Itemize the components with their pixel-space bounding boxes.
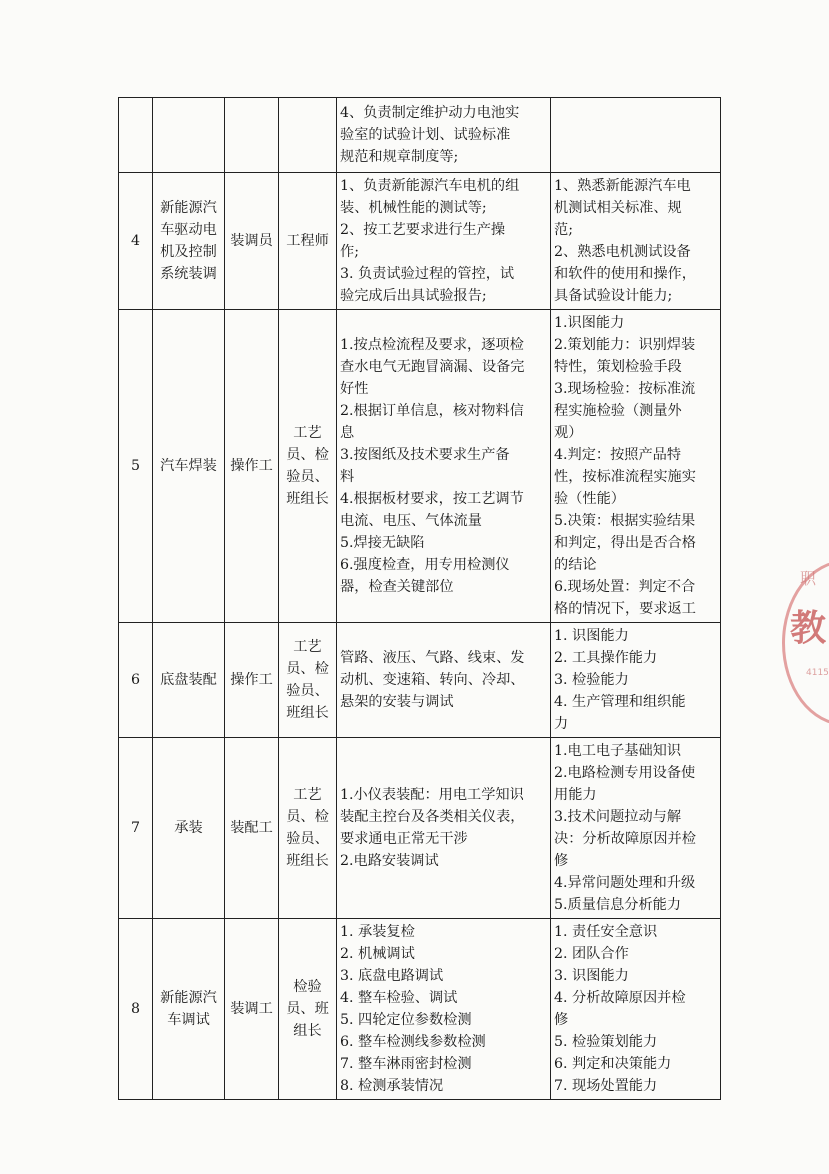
abilities-cell-line: 4. 分析故障原因并检 [554,990,686,1006]
abilities-cell-line: 3. 识图能力 [554,968,629,984]
row-number-cell: 4 [119,173,153,310]
abilities-cell [551,98,721,173]
duties-cell-line: 6. 整车检测线参数检测 [340,1034,486,1050]
job-level-cell: 工艺员、检验员、班组长 [279,738,337,919]
table-row [119,98,721,173]
job-level-cell: 工程师 [279,173,337,310]
abilities-cell-line: 验（性能） [554,491,625,507]
abilities-cell-line: 范; [554,222,573,238]
table-row [119,173,721,310]
duties-cell-line: 查水电气无跑冒滴漏、设备完 [340,359,525,375]
abilities-cell-line: 性，按标准流程实施实 [554,469,696,485]
job-name-cell: 承装 [153,738,225,919]
duties-cell-line: 5.焊接无缺陷 [340,535,425,551]
duties-cell-line: 4、负责制定维护动力电池实 [340,105,520,121]
job-type-cell: 装调员 [225,173,279,310]
duties-cell-line: 6.强度检查，用专用检测仪 [340,557,510,573]
duties-cell-line: 电流、电压、气体流量 [340,513,482,529]
abilities-cell-line: 7. 现场处置能力 [554,1078,658,1094]
duties-cell-line: 作; [340,244,359,260]
duties-cell-line: 4.根据板材要求，按工艺调节 [340,491,524,507]
duties-cell-line: 3.按图纸及技术要求生产备 [340,447,510,463]
row-number-cell [119,98,153,173]
abilities-cell-line: 程实施检验（测量外 [554,403,682,419]
duties-cell-line: 2. 机械调试 [340,946,415,962]
duties-cell-line: 2.电路安装调试 [340,853,439,869]
abilities-cell-line: 特性，策划检验手段 [554,359,682,375]
abilities-cell-line: 5.质量信息分析能力 [554,897,682,913]
job-level-cell: 检验员、班组长 [279,919,337,1100]
seal-text-top: 职 [800,569,817,588]
abilities-cell-line: 具备试验设计能力; [554,288,673,304]
duties-cell [337,173,551,310]
abilities-cell-line: 和判定，得出是否合格 [554,535,696,551]
duties-cell-line: 动机、变速箱、转向、冷却、 [340,672,525,688]
job-level-cell: 工艺员、检验员、班组长 [279,623,337,738]
abilities-cell-line: 2. 团队合作 [554,946,629,962]
duties-cell-line: 2、按工艺要求进行生产操 [340,222,506,238]
duties-cell-line: 3. 底盘电路调试 [340,968,444,984]
duties-cell [337,919,551,1100]
job-table-body [119,98,721,1100]
duties-cell-line: 装、机械性能的测试等; [340,200,487,216]
row-number-cell: 7 [119,738,153,919]
abilities-cell-line: 1.识图能力 [554,315,625,331]
duties-cell-line: 验完成后出具试验报告; [340,288,487,304]
abilities-cell-line: 5. 检验策划能力 [554,1034,658,1050]
duties-cell-line: 1. 承装复检 [340,924,415,940]
abilities-cell-line: 决：分析故障原因并检 [554,831,696,847]
row-number-cell: 6 [119,623,153,738]
abilities-cell-line: 3. 检验能力 [554,672,629,688]
table-row [119,738,721,919]
abilities-cell-line: 1. 识图能力 [554,628,629,644]
job-level-cell [279,98,337,173]
duties-cell [337,738,551,919]
abilities-cell-line: 3.现场检验：按标准流 [554,381,696,397]
duties-cell-line: 5. 四轮定位参数检测 [340,1012,472,1028]
job-table [118,97,721,1100]
abilities-cell-line: 2.策划能力：识别焊装 [554,337,696,353]
job-type-cell: 装调工 [225,919,279,1100]
row-number-cell: 8 [119,919,153,1100]
job-type-cell [225,98,279,173]
duties-cell-line: 验室的试验计划、试验标准 [340,127,511,143]
abilities-cell-line: 1、熟悉新能源汽车电 [554,178,691,194]
abilities-cell-line: 3.技术问题拉动与解 [554,809,682,825]
abilities-cell-line: 机测试相关标准、规 [554,200,682,216]
abilities-cell-line: 4. 生产管理和组织能 [554,694,686,710]
duties-cell-line: 装配主控台及各类相关仪表， [340,809,525,825]
abilities-cell-line: 4.判定：按照产品特 [554,447,682,463]
abilities-cell-line: 观） [554,425,583,441]
job-type-cell: 装配工 [225,738,279,919]
duties-cell-line: 悬架的安装与调试 [340,694,454,710]
abilities-cell-line: 修 [554,853,569,869]
abilities-cell-line: 6.现场处置：判定不合 [554,579,696,595]
duties-cell-line: 管路、液压、气路、线束、发 [340,650,525,666]
abilities-cell-line: 5.决策：根据实验结果 [554,513,696,529]
duties-cell [337,310,551,623]
table-row [119,623,721,738]
job-name-cell: 底盘装配 [153,623,225,738]
abilities-cell-line: 2.电路检测专用设备使 [554,765,696,781]
duties-cell-line: 1.小仪表装配：用电工学知识 [340,787,524,803]
seal-number: 4115 [806,668,829,678]
abilities-cell-line: 4.异常问题处理和升级 [554,875,696,891]
duties-cell-line: 好性 [340,381,369,397]
duties-cell [337,623,551,738]
abilities-cell-line: 和软件的使用和操作， [554,266,696,282]
abilities-cell-line: 用能力 [554,787,597,803]
abilities-cell-line: 6. 判定和决策能力 [554,1056,672,1072]
abilities-cell-line: 修 [554,1012,569,1028]
duties-cell-line: 4. 整车检验、调试 [340,990,458,1006]
duties-cell [337,98,551,173]
duties-cell-line: 规范和规章制度等; [340,149,459,165]
abilities-cell [551,919,721,1100]
job-name-cell: 汽车焊装 [153,310,225,623]
duties-cell-line: 要求通电正常无干涉 [340,831,468,847]
job-name-cell: 新能源汽车调试 [153,919,225,1100]
abilities-cell-line: 的结论 [554,557,597,573]
table-row [119,919,721,1100]
abilities-cell-line: 1.电工电子基础知识 [554,743,682,759]
abilities-cell [551,310,721,623]
duties-cell-line: 7. 整车淋雨密封检测 [340,1056,472,1072]
duties-cell-line: 3. 负责试验过程的管控，试 [340,266,515,282]
duties-cell-line: 1、负责新能源汽车电机的组 [340,178,520,194]
job-level-cell: 工艺员、检验员、班组长 [279,310,337,623]
job-name-cell: 新能源汽车驱动电机及控制系统装调 [153,173,225,310]
abilities-cell-line: 格的情况下，要求返工 [554,601,696,617]
abilities-cell [551,623,721,738]
abilities-cell [551,173,721,310]
duties-cell-line: 息 [340,425,355,441]
duties-cell-line: 器，检查关键部位 [340,579,454,595]
duties-cell-line: 料 [340,469,355,485]
duties-cell-line: 2.根据订单信息，核对物料信 [340,403,524,419]
abilities-cell [551,738,721,919]
job-type-cell: 操作工 [225,310,279,623]
abilities-cell-line: 2、熟悉电机测试设备 [554,244,691,260]
row-number-cell: 5 [119,310,153,623]
abilities-cell-line: 1. 责任安全意识 [554,924,658,940]
table-row [119,310,721,623]
seal-text-main: 教 [790,608,827,649]
job-type-cell: 操作工 [225,623,279,738]
job-name-cell [153,98,225,173]
abilities-cell-line: 2. 工具操作能力 [554,650,658,666]
duties-cell-line: 1.按点检流程及要求，逐项检 [340,337,524,353]
duties-cell-line: 8. 检测承装情况 [340,1078,444,1094]
abilities-cell-line: 力 [554,716,569,732]
